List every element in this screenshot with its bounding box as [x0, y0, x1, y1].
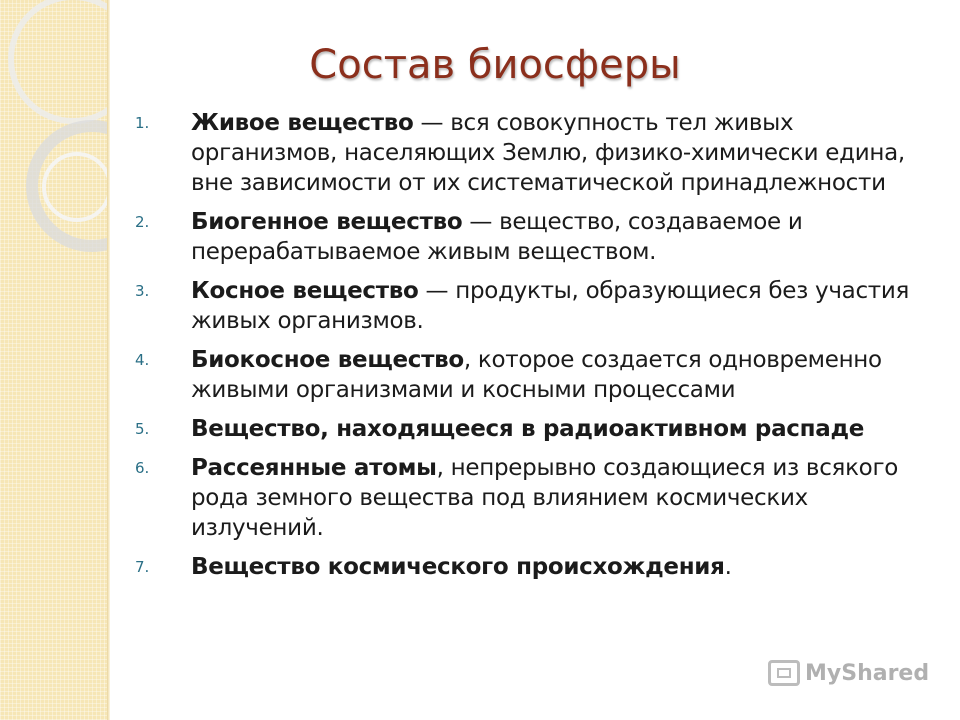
list-item: [135, 552, 925, 582]
item-term: Живое вещество: [191, 110, 414, 136]
item-description: .: [724, 554, 732, 580]
item-description: — вся совокупность тел живых организмов, населяющих Землю, физико-химически едина, вне зависимости от их систематической принадлежности: [191, 110, 905, 196]
item-term: Биокосное вещество: [191, 347, 464, 373]
item-description: , которое создается одновременно живыми организмами и косными процессами: [191, 347, 882, 403]
item-text: [191, 207, 925, 267]
item-description: , непрерывно создающиеся из всякого рода земного вещества под влиянием космических излучений.: [191, 455, 898, 541]
watermark: [768, 656, 929, 690]
item-description: — вещество, создаваемое и перерабатываемое живым веществом.: [191, 209, 803, 265]
decorative-ring: [42, 152, 107, 222]
item-text: [191, 108, 925, 198]
list-item: [135, 276, 925, 336]
panel-edge: [107, 0, 110, 720]
list-item: [135, 108, 925, 198]
item-number: 3.: [135, 282, 150, 300]
slide-title: Состав биосферы: [309, 42, 681, 88]
content-list: [135, 108, 925, 591]
list-item: [135, 453, 925, 543]
decorative-side-panel: [0, 0, 107, 720]
myshared-logo-icon: [768, 660, 800, 686]
item-term: Рассеянные атомы: [191, 455, 437, 481]
item-number: 7.: [135, 558, 150, 576]
item-number: 4.: [135, 351, 150, 369]
decorative-ring: [8, 0, 107, 124]
item-term: Вещество космического происхождения: [191, 554, 725, 580]
item-text: [191, 453, 925, 543]
item-text: [191, 414, 925, 444]
list-item: [135, 207, 925, 267]
item-term: Вещество, находящееся в радиоактивном распаде: [191, 416, 865, 442]
watermark-text: MyShared: [805, 660, 930, 686]
item-text: [191, 345, 925, 405]
item-number: 6.: [135, 459, 150, 477]
list-item: [135, 414, 925, 444]
item-number: 5.: [135, 420, 150, 438]
item-term: Биогенное вещество: [191, 209, 463, 235]
item-text: [191, 552, 925, 582]
item-text: [191, 276, 925, 336]
item-description: — продукты, образующиеся без участия живых организмов.: [191, 278, 910, 334]
list-item: [135, 345, 925, 405]
item-term: Косное вещество: [191, 278, 419, 304]
item-number: 1.: [135, 114, 150, 132]
item-number: 2.: [135, 213, 150, 231]
